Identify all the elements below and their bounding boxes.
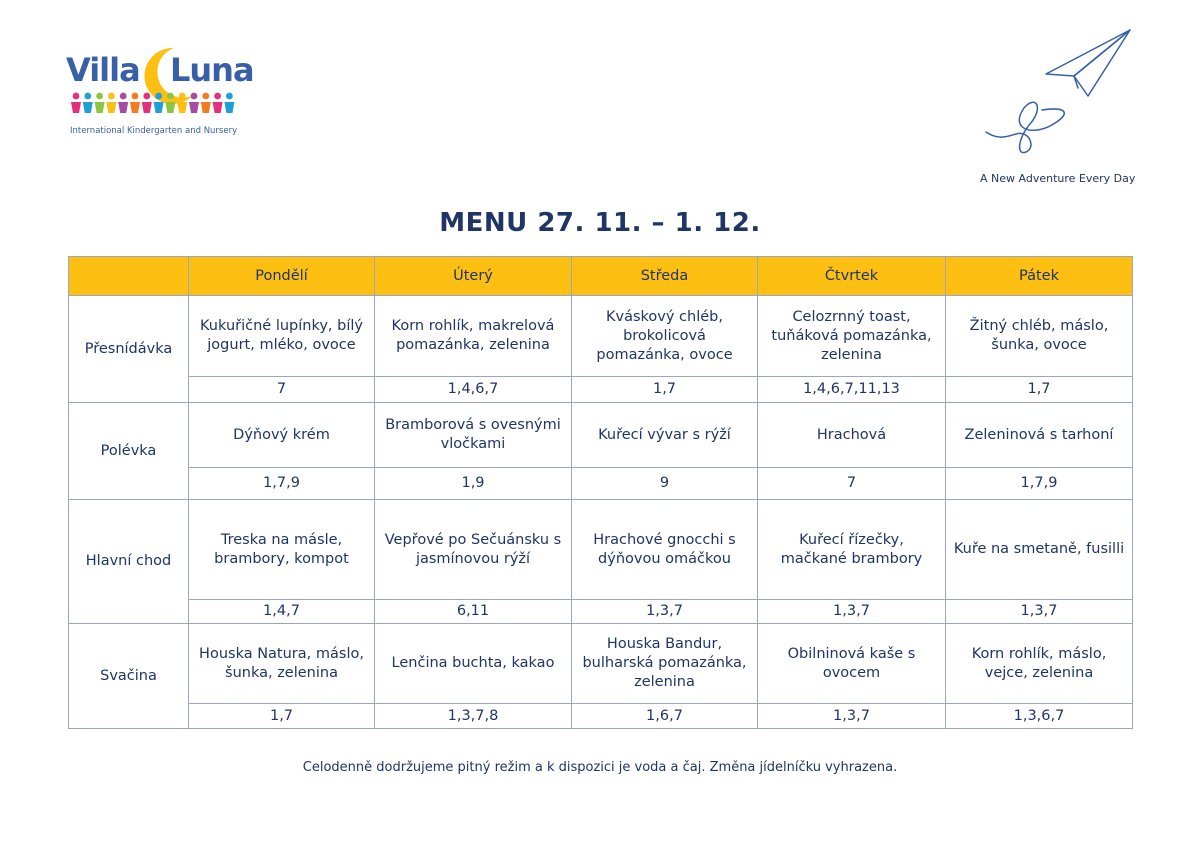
logo-word-left: Villa bbox=[66, 51, 140, 89]
allergen-row bbox=[69, 468, 1133, 500]
logo-tagline: International Kindergarten and Nursery bbox=[70, 126, 238, 136]
allergen-cell: 1,7,9 bbox=[946, 468, 1133, 500]
meal-cell: Kuřecí řízečky, mačkané brambory bbox=[758, 500, 946, 600]
page-title: MENU 27. 11. – 1. 12. bbox=[439, 208, 761, 238]
header-day: Středa bbox=[572, 257, 758, 296]
meal-cell: Vepřové po Sečuánsku s jasmínovou rýží bbox=[375, 500, 572, 600]
row-label: Hlavní chod bbox=[69, 500, 189, 624]
paper-plane-icon bbox=[980, 24, 1140, 164]
header-day: Úterý bbox=[375, 257, 572, 296]
logo bbox=[66, 46, 254, 138]
meal-cell: Treska na másle, brambory, kompot bbox=[189, 500, 375, 600]
meal-cell: Hrachová bbox=[758, 403, 946, 468]
meal-cell: Kváskový chléb, brokolicová pomazánka, ovoce bbox=[572, 296, 758, 377]
row-label: Svačina bbox=[69, 624, 189, 729]
allergen-cell: 1,3,7 bbox=[758, 704, 946, 729]
meal-cell: Kukuřičné lupínky, bílý jogurt, mléko, ovoce bbox=[189, 296, 375, 377]
allergen-cell: 1,7 bbox=[946, 377, 1133, 403]
meal-cell: Kuřecí vývar s rýží bbox=[572, 403, 758, 468]
allergen-cell: 9 bbox=[572, 468, 758, 500]
allergen-cell: 1,3,7 bbox=[758, 600, 946, 624]
header-corner bbox=[69, 257, 189, 296]
allergen-row bbox=[69, 377, 1133, 403]
meal-cell: Korn rohlík, makrelová pomazánka, zelenina bbox=[375, 296, 572, 377]
meal-row bbox=[69, 500, 1133, 600]
footer-note: Celodenně dodržujeme pitný režim a k dispozici je voda a čaj. Změna jídelníčku vyhrazena. bbox=[302, 760, 898, 775]
meal-cell: Žitný chléb, máslo, šunka, ovoce bbox=[946, 296, 1133, 377]
allergen-row bbox=[69, 600, 1133, 624]
meal-cell: Houska Bandur, bulharská pomazánka, zelenina bbox=[572, 624, 758, 704]
allergen-cell: 7 bbox=[758, 468, 946, 500]
logo-word-right: Luna bbox=[170, 51, 254, 89]
allergen-cell: 1,3,7,8 bbox=[375, 704, 572, 729]
allergen-cell: 1,3,7 bbox=[946, 600, 1133, 624]
meal-cell: Korn rohlík, máslo, vejce, zelenina bbox=[946, 624, 1133, 704]
meal-cell: Kuře na smetaně, fusilli bbox=[946, 500, 1133, 600]
allergen-cell: 1,6,7 bbox=[572, 704, 758, 729]
meal-cell: Houska Natura, máslo, šunka, zelenina bbox=[189, 624, 375, 704]
meal-cell: Celozrnný toast, tuňáková pomazánka, zelenina bbox=[758, 296, 946, 377]
allergen-row bbox=[69, 704, 1133, 729]
meal-cell: Hrachové gnocchi s dýňovou omáčkou bbox=[572, 500, 758, 600]
allergen-cell: 1,4,7 bbox=[189, 600, 375, 624]
allergen-cell: 1,3,6,7 bbox=[946, 704, 1133, 729]
row-label: Přesnídávka bbox=[69, 296, 189, 403]
allergen-cell: 1,4,6,7,11,13 bbox=[758, 377, 946, 403]
meal-row bbox=[69, 403, 1133, 468]
menu-table bbox=[68, 256, 1133, 729]
meal-cell: Bramborová s ovesnými vločkami bbox=[375, 403, 572, 468]
kids-figures-icon bbox=[70, 92, 240, 114]
allergen-cell: 1,9 bbox=[375, 468, 572, 500]
meal-cell: Obilninová kaše s ovocem bbox=[758, 624, 946, 704]
meal-cell: Dýňový krém bbox=[189, 403, 375, 468]
header-day: Čtvrtek bbox=[758, 257, 946, 296]
allergen-cell: 1,7 bbox=[572, 377, 758, 403]
allergen-cell: 6,11 bbox=[375, 600, 572, 624]
allergen-cell: 7 bbox=[189, 377, 375, 403]
meal-row bbox=[69, 296, 1133, 377]
row-label: Polévka bbox=[69, 403, 189, 500]
header-day: Pátek bbox=[946, 257, 1133, 296]
header-row bbox=[69, 257, 1133, 296]
header-day: Pondělí bbox=[189, 257, 375, 296]
motto: A New Adventure Every Day bbox=[980, 172, 1136, 185]
meal-cell: Zeleninová s tarhoní bbox=[946, 403, 1133, 468]
allergen-cell: 1,7 bbox=[189, 704, 375, 729]
allergen-cell: 1,4,6,7 bbox=[375, 377, 572, 403]
meal-cell: Lenčina buchta, kakao bbox=[375, 624, 572, 704]
allergen-cell: 1,7,9 bbox=[189, 468, 375, 500]
meal-row bbox=[69, 624, 1133, 704]
allergen-cell: 1,3,7 bbox=[572, 600, 758, 624]
